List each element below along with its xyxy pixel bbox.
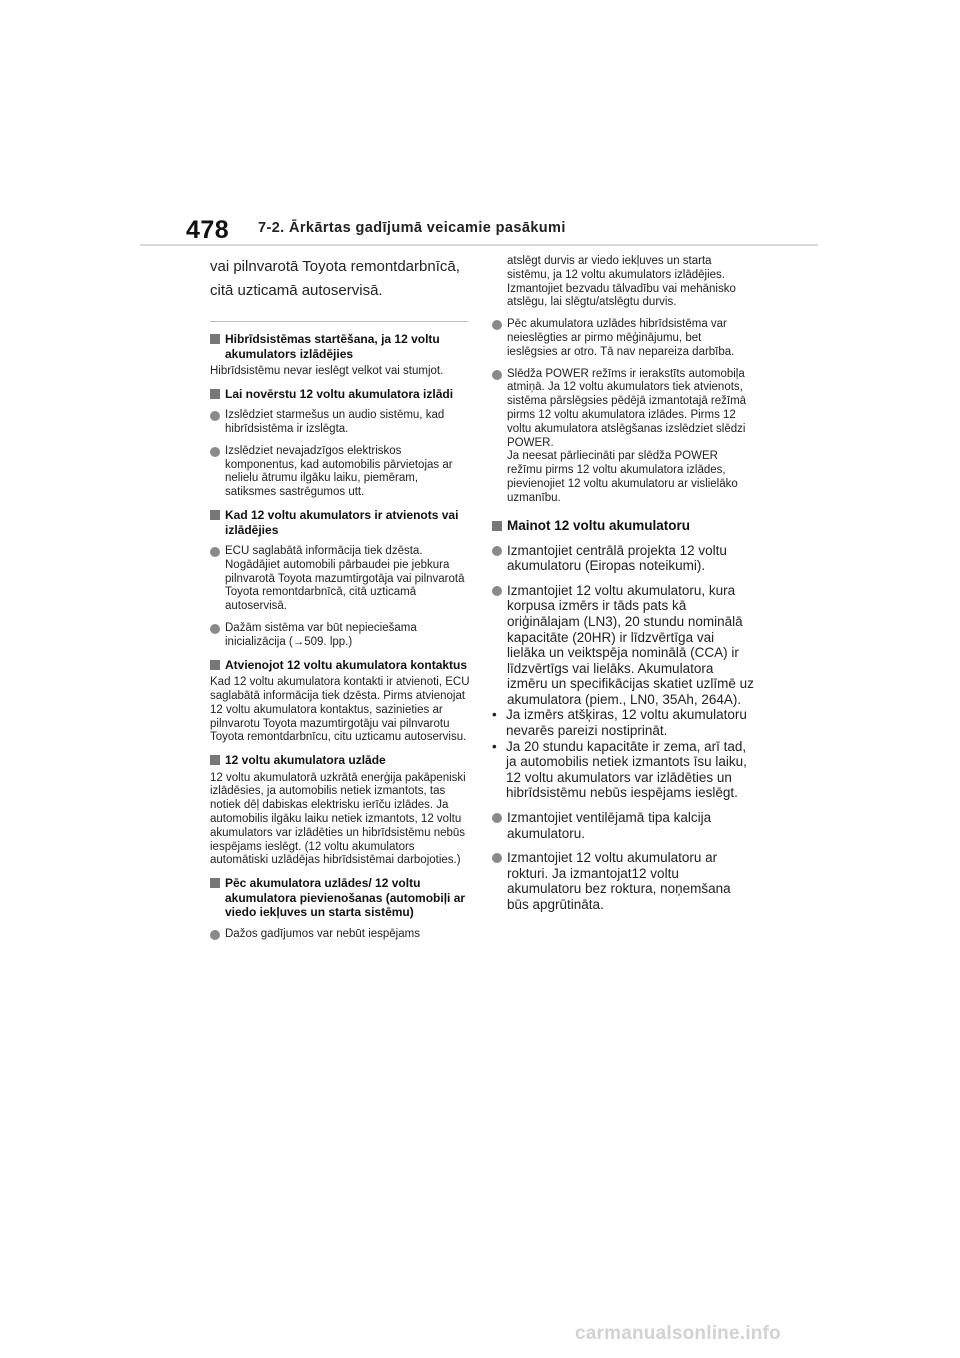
list-item: Izslēdziet nevajadzīgos elektriskos komponentus, kad automobilis pārvietojas ar nelielu ātrumu ilgāku laiku, piemēram, satiksmes sastrēgumos utt.	[210, 445, 472, 500]
circle-bullet-icon	[492, 813, 502, 823]
list-item: Slēdža POWER režīms ir ierakstīts automobiļa atmiņā. Ja 12 voltu akumulators tiek atvienots, sistēma pārslēgsies pēdējā izmantotajā režīmā pirms 12 voltu akumulatora izlādes. Pirms 12 voltu akumulatora atslēgšanas izslēdziet slēdzi POWER.	[492, 368, 754, 451]
square-bullet-icon	[210, 878, 220, 888]
list-item: Izmantojiet ventilējamā tipa kalcija akumulatoru.	[492, 810, 754, 841]
list-item: Izslēdziet starmešus un audio sistēmu, kad hibrīdsistēma ir izslēgta.	[210, 409, 472, 437]
chapter-title: 7-2. Ārkārtas gadījumā veicamie pasākumi	[258, 220, 566, 236]
circle-bullet-icon	[492, 370, 502, 380]
section-heading: Kad 12 voltu akumulators ir atvienots vai izlādējies	[210, 508, 472, 537]
section-heading: Atvienojot 12 voltu akumulatora kontaktus	[210, 658, 472, 673]
list-item: Izmantojiet centrālā projekta 12 voltu akumulatoru (Eiropas noteikumi).	[492, 543, 754, 574]
circle-bullet-icon	[210, 447, 220, 457]
circle-bullet-icon	[210, 930, 220, 940]
header-divider	[140, 244, 818, 246]
lead-text: vai pilnvarotā Toyota remontdarbnīcā, citā uzticamā autoservisā.	[210, 258, 460, 299]
square-bullet-icon	[210, 510, 220, 520]
list-item: Pēc akumulatora uzlādes hibrīdsistēma var neieslēgties ar pirmo mēģinājumu, bet ieslēgsies ar otro. Tā nav nepareiza darbība.	[492, 318, 754, 359]
section-heading: Mainot 12 voltu akumulatoru	[492, 518, 754, 534]
square-bullet-icon	[210, 660, 220, 670]
continued-text: atslēgt durvis ar viedo iekļuves un starta sistēmu, ja 12 voltu akumulators izlādējies. Izmantojiet bezvadu tālvadību vai mehānisko atslēgu, lai slēgtu/atslēgtu durvis.	[507, 255, 736, 309]
dot-bullet-icon: •	[492, 738, 497, 754]
sub-list-item: • Ja izmērs atšķiras, 12 voltu akumulatoru nevarēs pareizi nostiprināt.	[492, 707, 747, 739]
page-number: 478	[186, 216, 230, 244]
list-item: Izmantojiet 12 voltu akumulatoru ar rokturi. Ja izmantojat12 voltu akumulatoru bez roktura, noņemšana būs apgrūtināta.	[492, 850, 754, 912]
right-column	[492, 255, 754, 913]
circle-bullet-icon	[210, 411, 220, 421]
watermark-link[interactable]: carmanualsonline.info	[575, 1323, 781, 1344]
square-bullet-icon	[492, 521, 502, 531]
list-item: Dažām sistēma var būt nepieciešama inicializācija (→509. lpp.)	[210, 622, 472, 650]
circle-bullet-icon	[492, 320, 502, 330]
square-bullet-icon	[210, 389, 220, 399]
list-item: Dažos gadījumos var nebūt iespējams	[210, 928, 472, 942]
circle-bullet-icon	[210, 547, 220, 557]
section-heading: 12 voltu akumulatora uzlāde	[210, 753, 472, 768]
section-divider	[210, 321, 468, 322]
dot-bullet-icon: •	[492, 707, 497, 723]
square-bullet-icon	[210, 334, 220, 344]
sub-list-item: • Ja 20 stundu kapacitāte ir zema, arī tad, ja automobilis netiek izmantots īsu laiku, 12 voltu akumulators var izlādēties un hibrīdsistēmu nebūs iespējams ieslēgt.	[492, 738, 747, 801]
circle-bullet-icon	[492, 546, 502, 556]
left-column	[210, 255, 472, 942]
paragraph: Kad 12 voltu akumulatora kontakti ir atvienoti, ECU saglabātā informācija tiek dzēsta. Pirms atvienojat 12 voltu akumulatora kontaktus, sazinieties ar pilnvarotu Toyota mazumtirgotāju vai pilnvarotu Toyota remontdarbnīcu, citu uzticamu autoservisu.	[210, 676, 470, 744]
page-header	[0, 208, 960, 248]
continued-text: Ja neesat pārliecināti par slēdža POWER režīmu pirms 12 voltu akumulatora izlādes, pievienojiet 12 voltu akumulatoru ar vislielāko uzmanību.	[507, 450, 738, 504]
list-item: Izmantojiet 12 voltu akumulatoru, kura korpusa izmērs ir tāds pats kā oriģinālajam (LN3), 20 stundu nominālā kapacitāte (20HR) ir līdzvērtīga vai lielāka un veiktspēja nominālā (CCA) ir līdzvērtīgs vai lielāks. Akumulatora izmēru un specifikācijas skatiet uzlīmē uz akumulatora (piem., LN0, 35Ah, 264A).	[492, 583, 754, 708]
paragraph: Hibrīdsistēmu nevar ieslēgt velkot vai stumjot.	[210, 365, 444, 377]
section-heading: Hibrīdsistēmas startēšana, ja 12 voltu akumulators izlādējies	[210, 332, 472, 361]
circle-bullet-icon	[492, 853, 502, 863]
square-bullet-icon	[210, 755, 220, 765]
section-heading: Pēc akumulatora uzlādes/ 12 voltu akumulatora pievienošanas (automobiļi ar viedo iekļuves un starta sistēmu)	[210, 876, 472, 920]
paragraph: 12 voltu akumulatorā uzkrātā enerģija pakāpeniski izlādēsies, ja automobilis netiek izmantots, tas notiek dēļ dabiskas elektrisku ierīču izlādes. Ja automobilis ilgāku laiku netiek izmantots, 12 voltu akumulators var izlādēties un hibrīdsistēmu nebūs iespējams ieslēgt. (12 voltu akumulators automātiski uzlādējas hibrīdsistēmai darbojoties.)	[210, 771, 466, 867]
circle-bullet-icon	[210, 624, 220, 634]
list-item: ECU saglabātā informācija tiek dzēsta. Nogādājiet automobili pārbaudei pie jebkura pilnvarotā Toyota mazumtirgotāja vai pilnvarotā Toyota remontdarbnīcā, citā uzticamā autoservisā.	[210, 545, 472, 614]
circle-bullet-icon	[492, 586, 502, 596]
section-heading: Lai novērstu 12 voltu akumulatora izlādi	[210, 387, 472, 402]
